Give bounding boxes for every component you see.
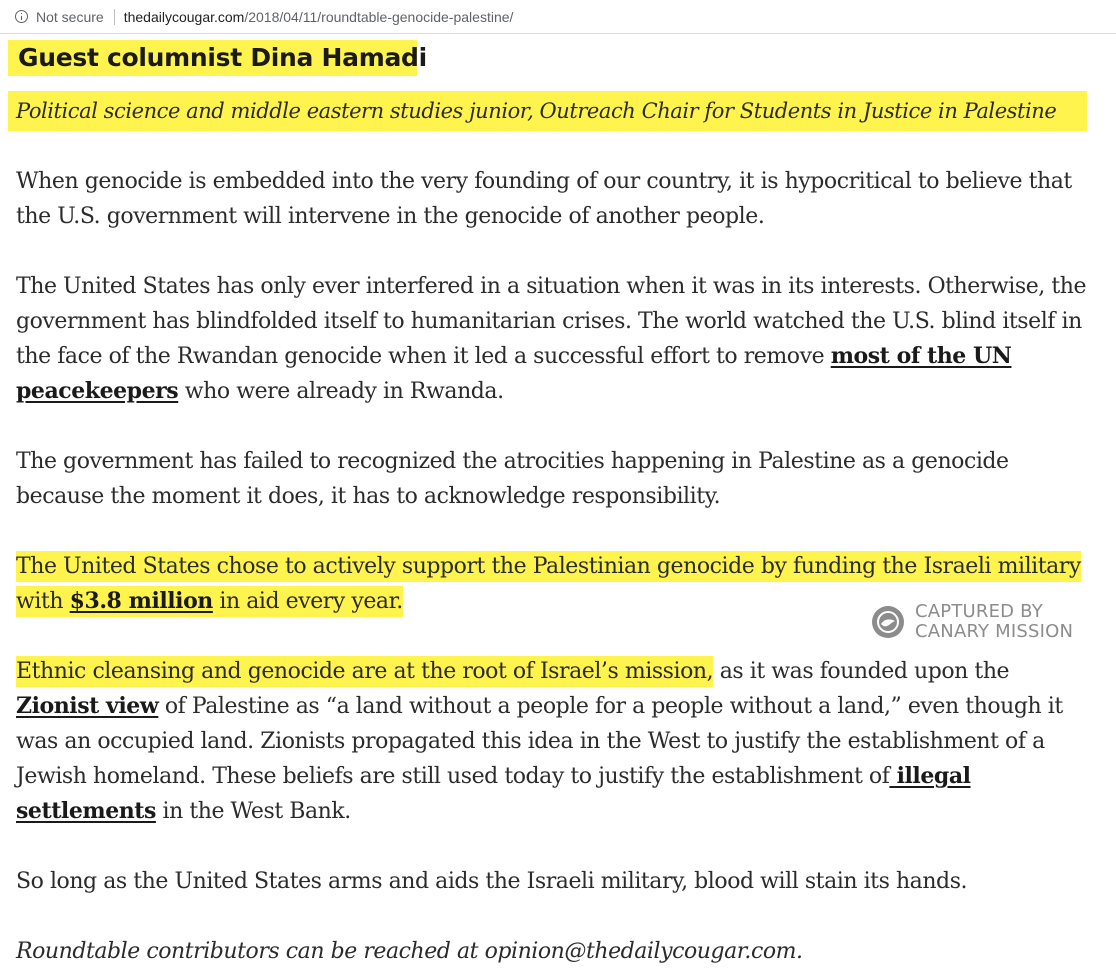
text-segment: with: [16, 589, 70, 614]
text-line: So long as the United States arms and aids the Israeli military, blood will stain its hands.: [16, 869, 968, 894]
canary-mission-watermark: [872, 602, 1094, 642]
text-line: The United States has only ever interfered in a situation when it was in its interests. Otherwise, the: [16, 274, 1087, 299]
text-line: Roundtable contributors can be reached at opinion@thedailycougar.com.: [16, 939, 803, 964]
text-line: [16, 654, 1063, 689]
highlighted-text: The United States chose to actively support the Palestinian genocide by funding the Israeli military: [16, 554, 1081, 579]
security-label: Not secure: [36, 8, 104, 25]
watermark-line: CANARY MISSION: [915, 621, 1074, 642]
highlighted-text: [16, 589, 403, 614]
text-segment: in aid every year.: [212, 589, 403, 614]
contact-signoff: [16, 934, 803, 969]
info-icon[interactable]: [15, 10, 28, 23]
text-segment: of Palestine as “a land without a people for a people without a land,” even though it: [158, 694, 1063, 719]
text-line: [16, 374, 1086, 409]
author-role: Political science and middle eastern studies junior, Outreach Chair for Students in Justice in Palestine: [8, 91, 1087, 131]
un-peacekeepers-link[interactable]: most of the UN: [830, 343, 1012, 369]
paragraph-5: [16, 654, 1063, 829]
author-byline: Guest columnist Dina Hamadi: [8, 40, 417, 76]
text-line: the U.S. government will intervene in the genocide of another people.: [16, 204, 765, 229]
paragraph-6: [16, 864, 967, 899]
text-line: The government has failed to recognized the atrocities happening in Palestine as a genocide: [16, 449, 1009, 474]
text-segment: in the West Bank.: [155, 799, 351, 824]
text-line: [16, 549, 1081, 584]
text-segment: the face of the Rwandan genocide when it led a successful effort to remove: [16, 344, 831, 369]
watermark-text: [915, 602, 1073, 642]
paragraph-2: [16, 269, 1086, 409]
url-host: thedailycougar.com: [123, 8, 245, 25]
un-peacekeepers-link-cont[interactable]: peacekeepers: [16, 378, 179, 404]
paragraph-3: [16, 444, 1009, 514]
browser-address-bar[interactable]: [0, 0, 1116, 34]
text-line: because the moment it does, it has to acknowledge responsibility.: [16, 484, 721, 509]
text-line: [16, 794, 1063, 829]
url-text[interactable]: [124, 9, 514, 25]
text-segment: who were already in Rwanda.: [178, 379, 504, 404]
canary-bird-icon: [872, 606, 904, 638]
text-line: [16, 759, 1063, 794]
text-segment: Jewish homeland. These beliefs are still used today to justify the establishment of: [16, 764, 890, 789]
text-line: [16, 689, 1063, 724]
zionist-view-link[interactable]: Zionist view: [16, 693, 159, 719]
text-line: government has blindfolded itself to humanitarian crises. The world watched the U.S. blind itself in: [16, 309, 1082, 334]
illegal-settlements-link[interactable]: illegal: [889, 763, 971, 789]
text-line: [16, 339, 1086, 374]
illegal-settlements-link-cont[interactable]: settlements: [16, 798, 156, 824]
aid-amount-link[interactable]: $3.8 million: [69, 588, 213, 614]
paragraph-1: [16, 164, 1072, 234]
text-line: When genocide is embedded into the very founding of our country, it is hypocritical to believe that: [16, 169, 1072, 194]
text-line: was an occupied land. Zionists propagated this idea in the West to justify the establishment of a: [16, 729, 1045, 754]
address-separator: [114, 9, 115, 25]
highlighted-text: Ethnic cleansing and genocide are at the root of Israel’s mission,: [16, 659, 714, 684]
watermark-line: CAPTURED BY: [915, 601, 1043, 622]
text-segment: as it was founded upon the: [713, 659, 1010, 684]
url-path: /2018/04/11/roundtable-genocide-palestine/: [244, 8, 514, 25]
